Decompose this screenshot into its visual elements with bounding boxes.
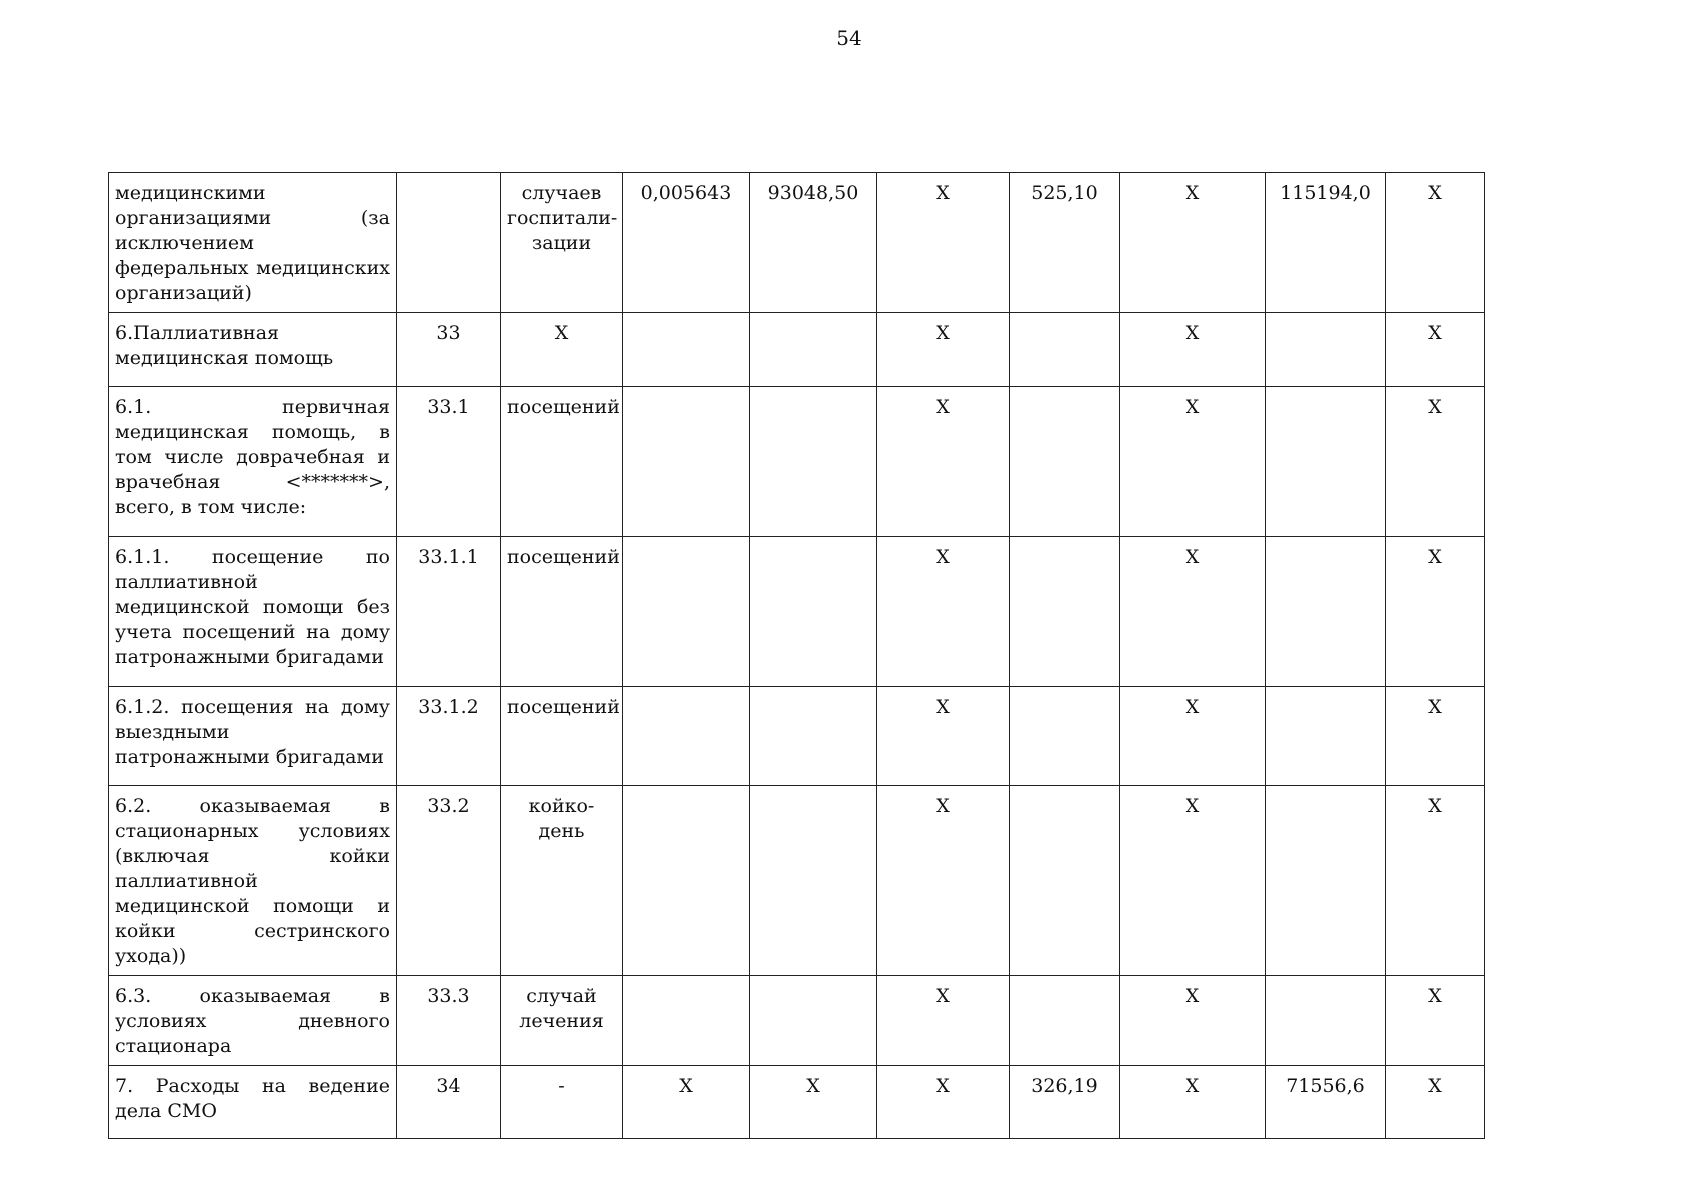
cell-value: X: [877, 537, 1010, 687]
cell-value: X: [877, 313, 1010, 387]
page-number: 54: [836, 26, 862, 50]
cell-value: [623, 387, 750, 537]
table-row: [109, 687, 1485, 786]
cell-unit: случаев госпитали-зации: [501, 173, 623, 313]
cell-name: 6.2. оказываемая в стационарных условиях (включая койки паллиативной медицинской помощи и койки сестринского ухода)): [109, 786, 397, 976]
cell-value: [1266, 537, 1386, 687]
cell-name: медицинскими организациями (за исключением федеральных медицинских организаций): [109, 173, 397, 313]
cell-value: [623, 313, 750, 387]
table-row: [109, 387, 1485, 537]
cell-value: [623, 976, 750, 1066]
cell-unit: посещений: [501, 687, 623, 786]
cell-value: [750, 537, 877, 687]
cell-row-code: [397, 173, 501, 313]
cell-unit: -: [501, 1066, 623, 1139]
cell-value: [1010, 387, 1120, 537]
cell-name: 6.3. оказываемая в условиях дневного стационара: [109, 976, 397, 1066]
cell-value: X: [1386, 537, 1485, 687]
cell-value: X: [877, 786, 1010, 976]
cell-value: [623, 537, 750, 687]
cell-value: [1266, 387, 1386, 537]
cell-value: X: [1120, 976, 1266, 1066]
cell-value: X: [1386, 173, 1485, 313]
cell-value: X: [877, 687, 1010, 786]
cell-value: [750, 687, 877, 786]
cell-value: 93048,50: [750, 173, 877, 313]
cell-unit: посещений: [501, 387, 623, 537]
cell-value: [623, 786, 750, 976]
cell-value: X: [1120, 687, 1266, 786]
cell-row-code: 33.1.2: [397, 687, 501, 786]
table-row: [109, 976, 1485, 1066]
cell-value: 326,19: [1010, 1066, 1120, 1139]
cell-value: X: [1120, 537, 1266, 687]
cell-name: 6.Паллиативная медицинская помощь: [109, 313, 397, 387]
cell-value: X: [1386, 1066, 1485, 1139]
cell-value: [1266, 976, 1386, 1066]
cell-value: [1266, 687, 1386, 786]
cell-value: X: [877, 173, 1010, 313]
cell-value: X: [1120, 786, 1266, 976]
table-row: [109, 173, 1485, 313]
cell-name: 7. Расходы на ведение дела СМО: [109, 1066, 397, 1139]
cell-row-code: 33.1: [397, 387, 501, 537]
cell-value: [1010, 313, 1120, 387]
cell-value: 71556,6: [1266, 1066, 1386, 1139]
cell-unit: посещений: [501, 537, 623, 687]
data-table: [108, 172, 1485, 1139]
cell-value: [750, 786, 877, 976]
cell-unit: X: [501, 313, 623, 387]
cell-value: [750, 313, 877, 387]
cell-unit: случай лечения: [501, 976, 623, 1066]
cell-value: 115194,0: [1266, 173, 1386, 313]
cell-value: 525,10: [1010, 173, 1120, 313]
cell-value: X: [1386, 387, 1485, 537]
cell-value: X: [1120, 387, 1266, 537]
cell-value: X: [877, 1066, 1010, 1139]
cell-value: [1010, 786, 1120, 976]
cell-value: X: [1120, 173, 1266, 313]
table-row: [109, 313, 1485, 387]
cell-value: X: [623, 1066, 750, 1139]
cell-row-code: 33.3: [397, 976, 501, 1066]
cell-name: 6.1. первичная медицинская помощь, в том числе доврачебная и врачебная <*******>, всего, в том числе:: [109, 387, 397, 537]
cell-value: X: [1386, 687, 1485, 786]
cell-value: [1010, 687, 1120, 786]
cell-value: X: [1386, 313, 1485, 387]
cell-name: 6.1.2. посещения на дому выездными патронажными бригадами: [109, 687, 397, 786]
cell-value: [1266, 313, 1386, 387]
cell-value: 0,005643: [623, 173, 750, 313]
cell-row-code: 33.2: [397, 786, 501, 976]
cell-row-code: 33: [397, 313, 501, 387]
table-row: [109, 786, 1485, 976]
cell-value: [750, 387, 877, 537]
cell-value: [1010, 537, 1120, 687]
cell-unit: койко-день: [501, 786, 623, 976]
cell-value: X: [750, 1066, 877, 1139]
cell-value: X: [1386, 786, 1485, 976]
table-row: [109, 1066, 1485, 1139]
cell-value: X: [1386, 976, 1485, 1066]
cell-name: 6.1.1. посещение по паллиативной медицинской помощи без учета посещений на дому патронажными бригадами: [109, 537, 397, 687]
cell-value: [1266, 786, 1386, 976]
cell-row-code: 33.1.1: [397, 537, 501, 687]
cell-value: X: [877, 387, 1010, 537]
table-row: [109, 537, 1485, 687]
cell-value: [1010, 976, 1120, 1066]
cell-value: [750, 976, 877, 1066]
cell-value: X: [877, 976, 1010, 1066]
cell-value: [623, 687, 750, 786]
cell-row-code: 34: [397, 1066, 501, 1139]
cell-value: X: [1120, 313, 1266, 387]
cell-value: X: [1120, 1066, 1266, 1139]
